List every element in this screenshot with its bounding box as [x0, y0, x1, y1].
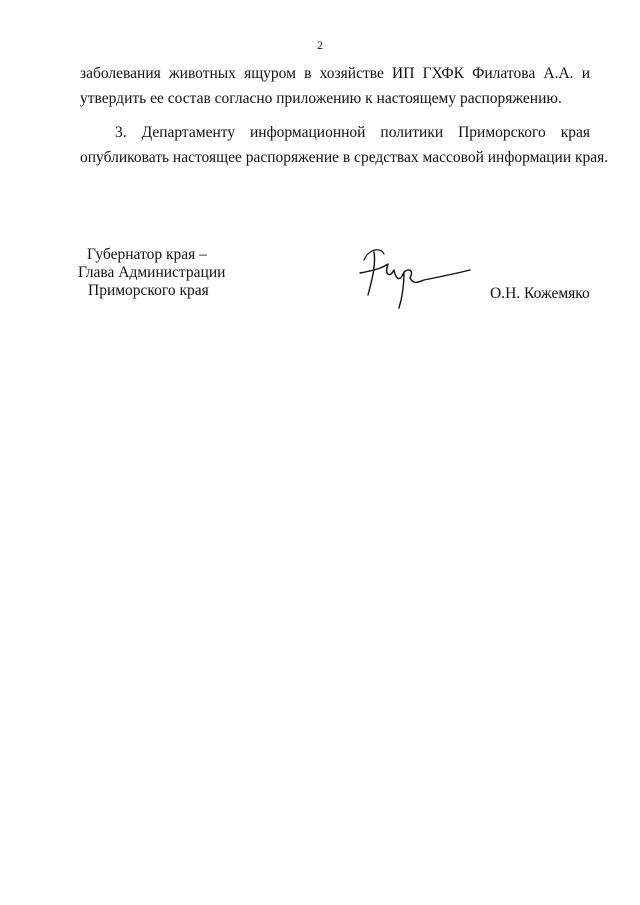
position-line: Губернатор края – [87, 246, 207, 263]
signatory-name: О.Н. Кожемяко [490, 285, 590, 302]
paragraph-line: 3. Департаменту информационной политики Приморского края [115, 124, 590, 141]
position-line: Глава Администрации [78, 264, 226, 281]
page-number: 2 [317, 38, 323, 52]
paragraph-line: утвердить ее состав согласно приложению к настоящему распоряжению. [80, 90, 562, 107]
paragraph-line: опубликовать настоящее распоряжение в средствах массовой информации края. [80, 149, 609, 166]
paragraph-line: заболевания животных ящуром в хозяйстве ИП ГХФК Филатова А.А. и [80, 65, 590, 82]
handwritten-signature [354, 240, 474, 310]
signatory-position [78, 246, 238, 300]
position-line: Приморского края [88, 282, 209, 299]
